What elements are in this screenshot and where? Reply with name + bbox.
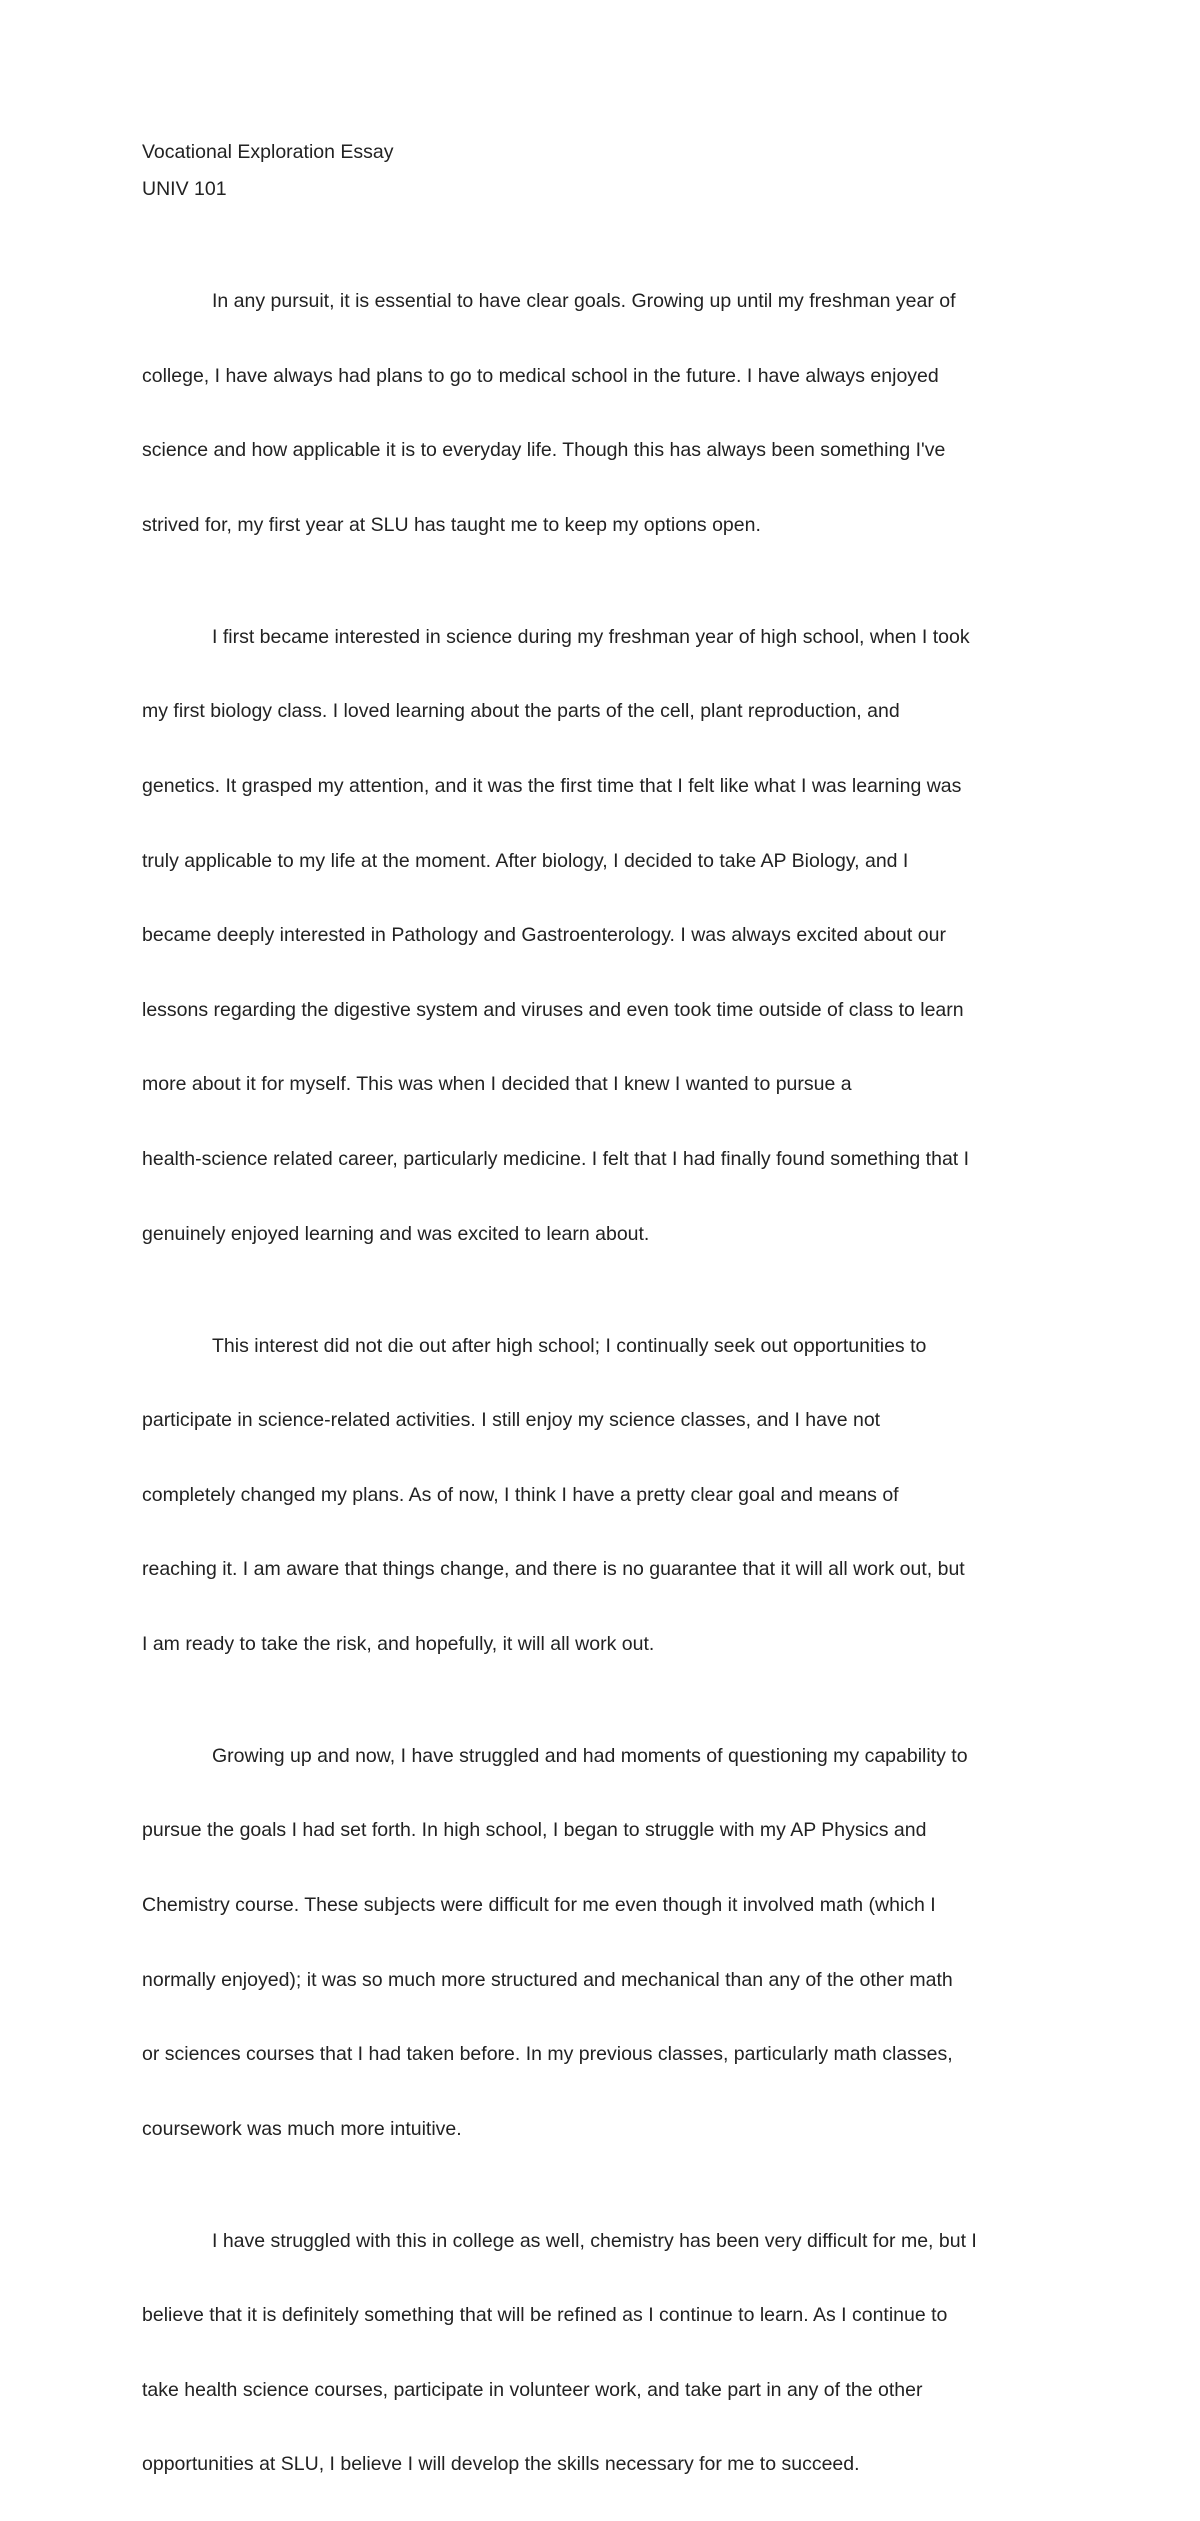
text-line: I first became interested in science during my freshman year of high school, when I took — [212, 625, 970, 648]
paragraph-1 — [142, 246, 1062, 582]
text-line: truly applicable to my life at the moment. After biology, I decided to take AP Biology, and I — [142, 849, 909, 872]
essay-body — [142, 134, 1062, 2521]
text-line: This interest did not die out after high school; I continually seek out opportunities to — [212, 1334, 927, 1357]
text-line: genuinely enjoyed learning and was excited to learn about. — [142, 1222, 650, 1245]
text-line: science and how applicable it is to everyday life. Though this has always been something I've — [142, 439, 946, 462]
text-line: my first biology class. I loved learning about the parts of the cell, plant reproduction, and — [142, 700, 900, 723]
paragraph-2 — [142, 582, 1062, 1291]
text-line: completely changed my plans. As of now, I think I have a pretty clear goal and means of — [142, 1483, 899, 1506]
text-line: reaching it. I am aware that things change, and there is no guarantee that it will all work out, but — [142, 1558, 965, 1581]
paragraph-5 — [142, 2185, 1062, 2521]
text-line: I have struggled with this in college as well, chemistry has been very difficult for me, but I — [212, 2229, 977, 2252]
text-line: In any pursuit, it is essential to have clear goals. Growing up until my freshman year of — [212, 290, 956, 313]
text-line: strived for, my first year at SLU has taught me to keep my options open. — [142, 513, 761, 536]
text-line: I am ready to take the risk, and hopefully, it will all work out. — [142, 1632, 655, 1655]
text-line: opportunities at SLU, I believe I will develop the skills necessary for me to succeed. — [142, 2453, 860, 2476]
text-line: became deeply interested in Pathology and Gastroenterology. I was always excited about our — [142, 924, 946, 947]
text-line: believe that it is definitely something that will be refined as I continue to learn. As I continue to — [142, 2304, 948, 2327]
text-line: Chemistry course. These subjects were difficult for me even though it involved math (which I — [142, 1893, 936, 1916]
course-code: UNIV 101 — [142, 178, 227, 201]
text-line: pursue the goals I had set forth. In high school, I began to struggle with my AP Physics and — [142, 1819, 927, 1842]
text-line: take health science courses, participate in volunteer work, and take part in any of the other — [142, 2378, 923, 2401]
text-line: coursework was much more intuitive. — [142, 2117, 462, 2140]
text-line: normally enjoyed); it was so much more structured and mechanical than any of the other math — [142, 1968, 953, 1991]
blank-line — [142, 209, 1062, 246]
essay-title: Vocational Exploration Essay — [142, 141, 394, 163]
paragraph-3 — [142, 1290, 1062, 1700]
text-line: more about it for myself. This was when I decided that I knew I wanted to pursue a — [142, 1073, 852, 1096]
text-line: Growing up and now, I have struggled and had moments of questioning my capability to — [212, 1744, 968, 1767]
paragraph-4 — [142, 1700, 1062, 2185]
text-line: college, I have always had plans to go to medical school in the future. I have always enjoyed — [142, 364, 939, 387]
text-line: genetics. It grasped my attention, and it was the first time that I felt like what I was learning was — [142, 775, 962, 798]
text-line: participate in science-related activities. I still enjoy my science classes, and I have not — [142, 1409, 881, 1432]
text-line: or sciences courses that I had taken before. In my previous classes, particularly math classes, — [142, 2043, 953, 2066]
text-line: lessons regarding the digestive system and viruses and even took time outside of class to learn — [142, 998, 964, 1021]
text-line: health-science related career, particularly medicine. I felt that I had finally found something that I — [142, 1148, 970, 1171]
